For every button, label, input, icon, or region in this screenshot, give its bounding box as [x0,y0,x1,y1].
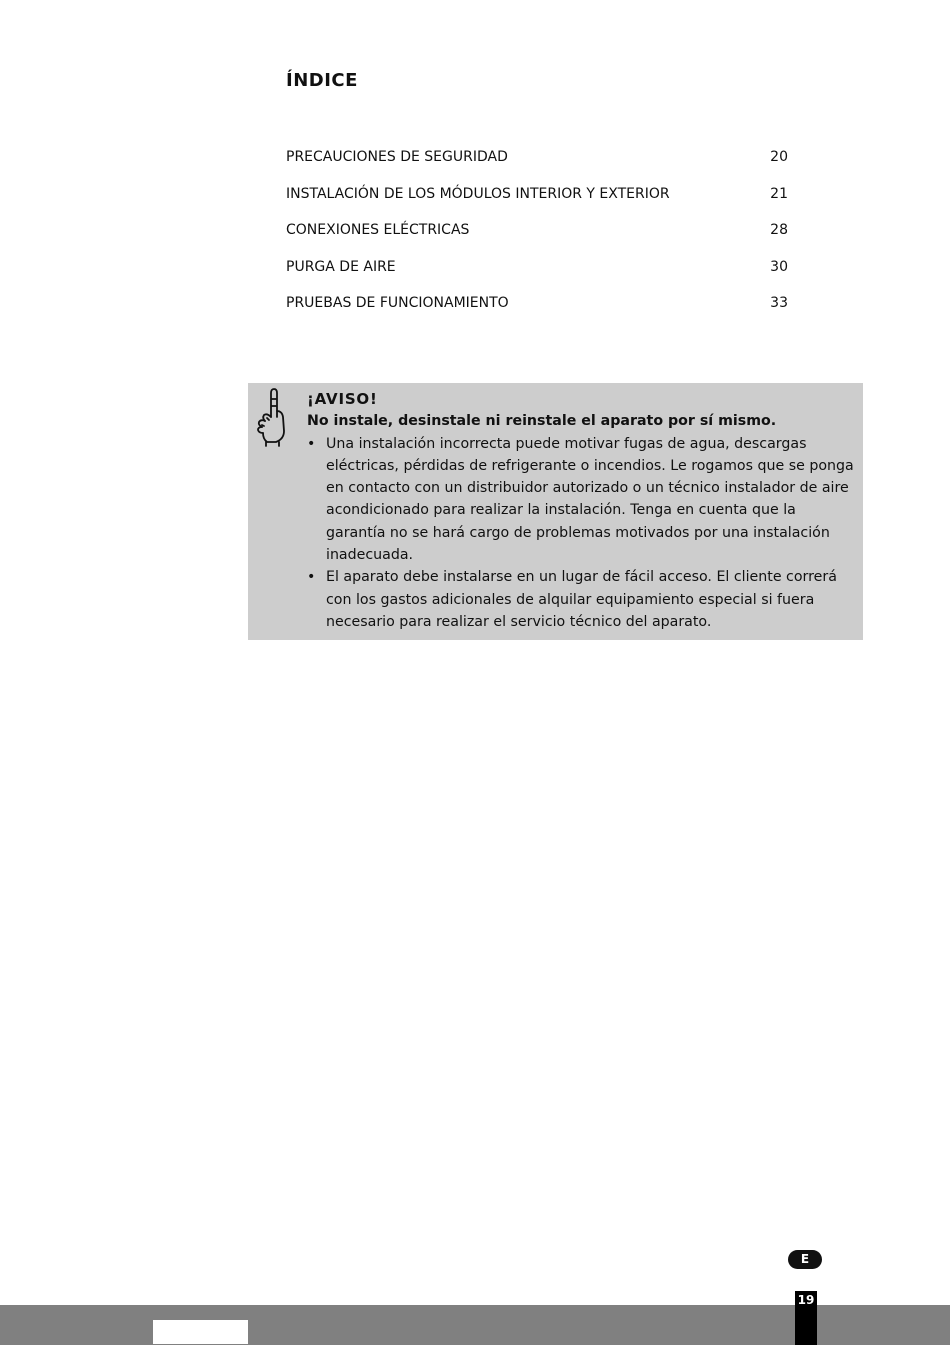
table-of-contents [286,146,790,329]
footer-white-box [153,1320,248,1344]
toc-entry [286,183,790,220]
toc-entry-page: 28 [770,222,788,239]
toc-entry [286,256,790,293]
toc-entry-label: PURGA DE AIRE [286,258,396,275]
toc-entry-label: INSTALACIÓN DE LOS MÓDULOS INTERIOR Y EXTERIOR [286,185,670,202]
toc-entry [286,219,790,256]
warning-subtitle: No instale, desinstale ni reinstale el aparato por sí mismo. [307,413,777,430]
toc-entry-page: 33 [770,295,788,312]
page-number: 19 [795,1291,817,1345]
pointing-hand-icon [254,387,288,447]
toc-entry-label: CONEXIONES ELÉCTRICAS [286,222,470,239]
warning-bullet-list [307,433,857,634]
toc-entry [286,292,790,329]
toc-entry-page: 20 [770,149,788,165]
toc-entry-label: PRECAUCIONES DE SEGURIDAD [286,149,508,165]
page-title: ÍNDICE [286,70,358,91]
toc-entry [286,146,790,183]
toc-entry-label: PRUEBAS DE FUNCIONAMIENTO [286,295,509,312]
warning-title: ¡AVISO! [307,390,378,408]
warning-notice [248,383,863,640]
language-badge: E [788,1250,822,1269]
warning-notice-body [307,388,857,633]
toc-entry-page: 21 [770,185,788,202]
warning-bullet: • Una instalación incorrecta puede motivar fugas de agua, descargas eléctricas, pérdidas de refrigerante o incendios. Le rogamos que se ponga en contacto con un distribuidor autorizado o un técnico instalador de aire acondicionado para realizar la instalación. Tenga en cuenta que la garantía no se hará cargo de problemas motivados por una instalación inadecuada. [307,433,857,567]
warning-bullet: • El aparato debe instalarse en un lugar de fácil acceso. El cliente correrá con los gastos adicionales de alquilar equipamiento especial si fuera necesario para realizar el servicio técnico del aparato. [307,566,857,633]
toc-entry-page: 30 [770,258,788,275]
